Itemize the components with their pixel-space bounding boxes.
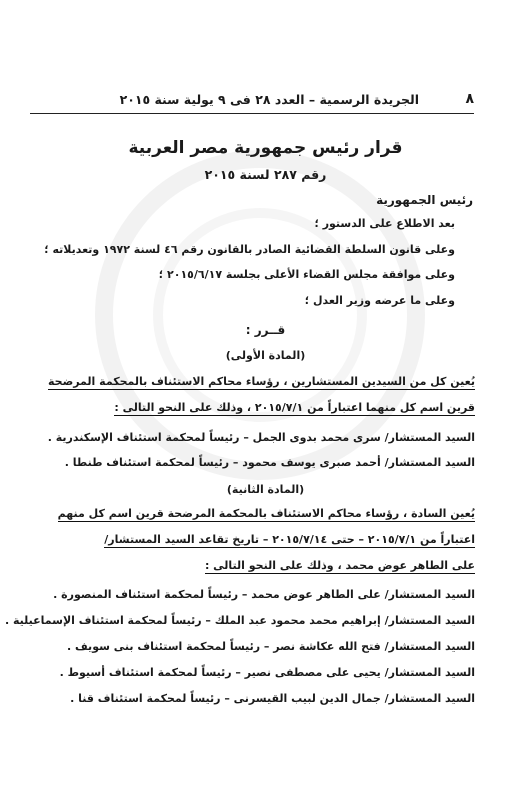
preamble-line: بعد الاطلاع على الدستور ؛ — [314, 217, 455, 230]
appointment-entry: السيد المستشار/ على الطاهر عوض محمد – رئيساً لمحكمة استئناف المنصورة . — [53, 588, 475, 601]
article-2-text: على الطاهر عوض محمد ، وذلك على النحو التالى : — [204, 559, 475, 572]
appointment-entry: السيد المستشار/ إبراهيم محمد محمود عبد الملك – رئيساً لمحكمة استئناف الإسماعيلية . — [4, 614, 475, 627]
preamble-line: وعلى قانون السلطة القضائية الصادر بالقانون رقم ٤٦ لسنة ١٩٧٢ وتعديلاته ؛ — [44, 243, 455, 256]
article-1-text: قرين اسم كل منهما اعتباراً من ٢٠١٥/٧/١ ، وذلك على النحو التالى : — [114, 401, 475, 414]
appointment-entry: السيد المستشار/ سرى محمد بدوى الجمل – رئيساً لمحكمة استئناف الإسكندرية . — [47, 431, 475, 444]
appointment-entry: السيد المستشار/ أحمد صبرى يوسف محمود – رئيساً لمحكمة استئناف طنطا . — [64, 456, 475, 469]
issuer: رئيس الجمهورية — [376, 193, 473, 207]
article-1-heading: (المادة الأولى) — [225, 349, 306, 362]
article-2-heading: (المادة الثانية) — [226, 483, 305, 496]
page-header — [30, 91, 474, 111]
decree-title: قرار رئيس جمهورية مصر العربية — [128, 138, 403, 158]
decree-number: رقم ٢٨٧ لسنة ٢٠١٥ — [204, 167, 327, 182]
article-2-text: يُعين السادة ، رؤساء محاكم الاستئناف بالمحكمة المرضحة قرين اسم كل منهم — [57, 507, 475, 520]
header-rule — [30, 113, 474, 114]
appointment-entry: السيد المستشار/ جمال الدين لبيب القيسرنى – رئيساً لمحكمة استئناف قنا . — [70, 692, 475, 705]
article-1-text: يُعين كل من السيدين المستشارين ، رؤساء محاكم الاستئناف بالمحكمة المرضحة — [47, 375, 475, 388]
page-number: ٨ — [465, 91, 474, 107]
preamble-line: وعلى ما عرضه وزير العدل ؛ — [304, 294, 455, 307]
appointment-entry: السيد المستشار/ فتح الله عكاشة نصر – رئيساً لمحكمة استئناف بنى سويف . — [66, 640, 475, 653]
appointment-entry: السيد المستشار/ يحيى على مصطفى نصير – رئيساً لمحكمة استئناف أسيوط . — [59, 666, 475, 679]
gazette-issue-line: الجريدة الرسمية – العدد ٢٨ فى ٩ يولية سنة ٢٠١٥ — [119, 92, 419, 107]
preamble-line: وعلى موافقة مجلس القضاء الأعلى بجلسة ٢٠١٥/٦/١٧ ؛ — [158, 268, 455, 281]
article-2-text: اعتباراً من ٢٠١٥/٧/١ – حتى ٢٠١٥/٧/١٤ – تاريخ تقاعد السيد المستشار/ — [104, 533, 475, 546]
decided-heading: قــرر : — [245, 323, 286, 337]
